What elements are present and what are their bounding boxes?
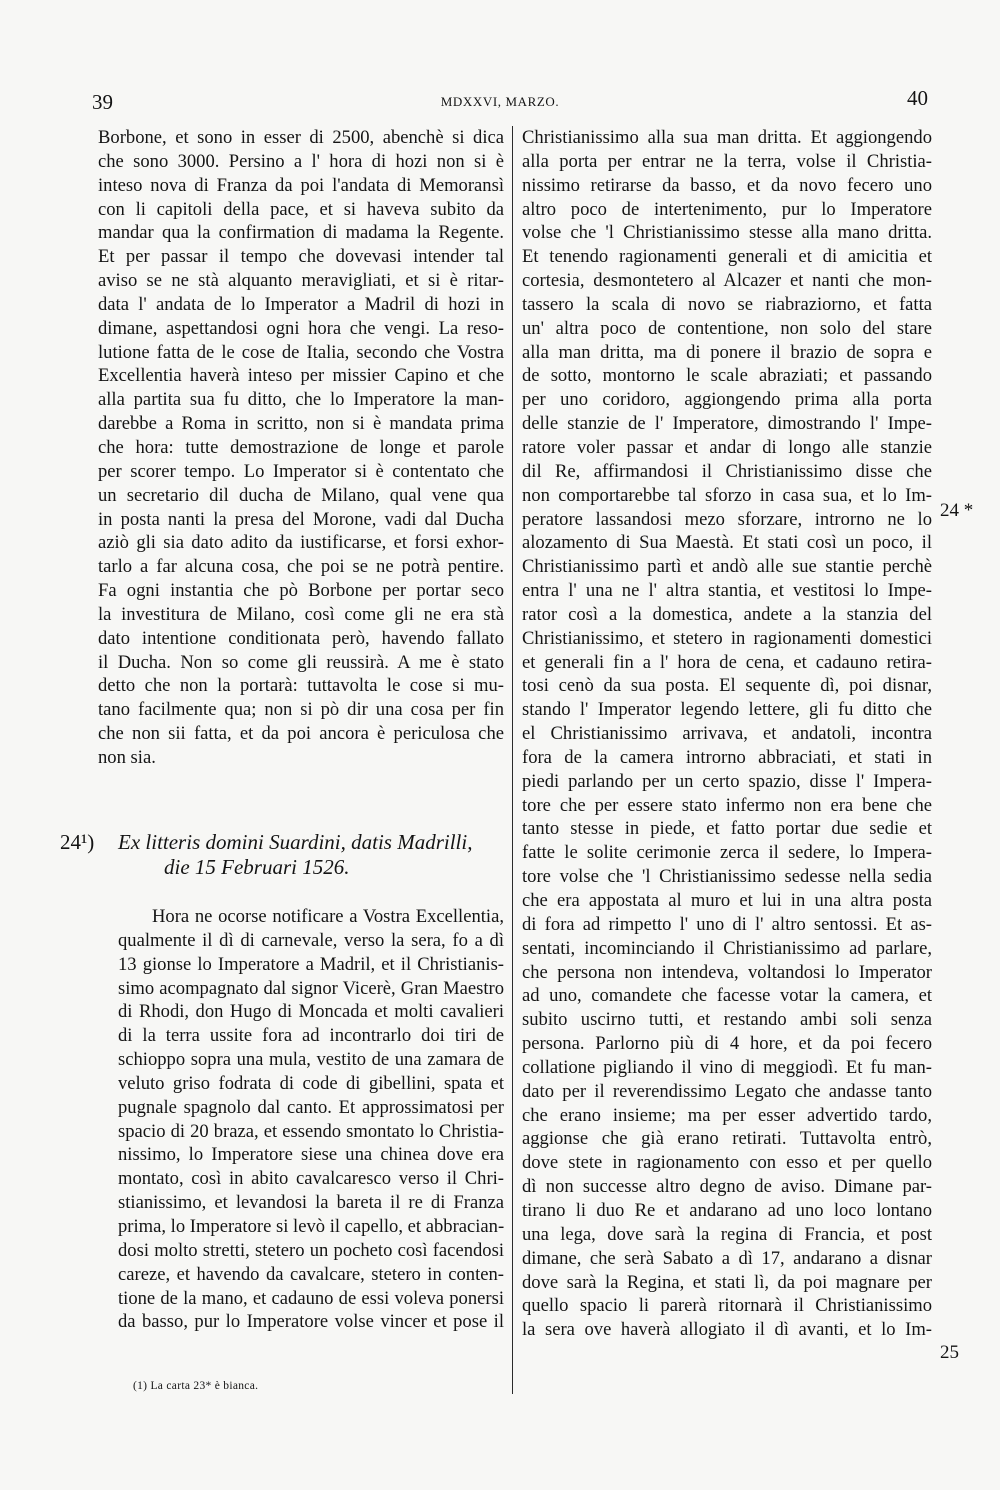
text-line: dosi molto stretti, stetero un pocheto così facendosi [118, 1239, 504, 1261]
text-line: ratore voler passar et andar di longo alle stanzie [522, 436, 932, 458]
text-line: di fora ad rimpetto l' uno di l' altro sentossi. Et as- [522, 913, 932, 935]
text-line: Et per passar il tempo che dovevasi intender tal [98, 246, 504, 268]
text-line: quello spacio li parerà ritornarà il Christianissimo [522, 1295, 932, 1317]
margin-number-25: 25 [940, 1342, 959, 1363]
text-line: aggionse che già erano retirati. Tuttavolta entrò, [522, 1128, 932, 1150]
text-line: cortesia, desmontetero al Alcazer et nanti che mon- [522, 270, 932, 292]
text-line: Fa ogni instantia che pò Borbone per portar seco [98, 580, 504, 602]
text-line: una lega, dove sarà la regina di Francia, et post [522, 1223, 932, 1245]
text-line: che erano insieme; ma per esser advertido tardo, [522, 1104, 932, 1126]
text-line: alozamento di Sua Maestà. Et stati così un poco, il [522, 532, 932, 554]
text-line: Et tenendo ragionamenti generali et di amicitia et [522, 246, 932, 268]
text-line: in posta nanti la presa del Morone, vadi dal Ducha [98, 508, 504, 530]
text-line: fora de la camera introrno abbraciati, et stati in [522, 746, 932, 768]
text-line: stianissimo, et levandosi la bareta il re di Franza [118, 1192, 504, 1214]
text-line: dil Re, affirmandosi il Christianissimo disse che [522, 460, 932, 482]
text-line: tano facilmente qua; non si pò dir una cosa per fin [98, 699, 504, 721]
text-line: prima, lo Imperatore si levò il capello, et abbracian- [118, 1215, 504, 1237]
text-line: peratore lassandosi mezo sforzare, introrno ne lo [522, 508, 932, 530]
text-line: Borbone, et sono in esser di 2500, abenchè si dica [98, 127, 504, 148]
text-line: pugnale spagnolo dal canto. Et approssimatosi per [118, 1096, 504, 1118]
text-line: inteso nova di Franza da poi l'andata di Memoransì [98, 174, 504, 196]
text-line: Christianissimo, et stetero in ragionamenti domestici [522, 627, 932, 649]
text-line: persona. Parlorno più di 4 hore, et da poi fecero [522, 1033, 932, 1055]
text-line: data l' andata de lo Imperator a Madril di hozi in [98, 293, 504, 315]
text-line: di Rhodi, don Hugo di Moncada et molti cavalieri [118, 1001, 504, 1023]
text-line: delle stanzie de l' Imperatore, dimostrando l' Impe- [522, 413, 932, 435]
text-line: dove sarà la Regina, et stati lì, da poi magnare per [522, 1271, 932, 1293]
text-line: il Ducha. Non so come gli reussirà. A me è stato [98, 651, 504, 673]
text-line: un secretario dil ducha de Milano, qual vene qua [98, 484, 504, 506]
text-line: montato, così in abito cavalcaresco verso il Chri- [118, 1168, 504, 1190]
text-line: mandar qua la confirmation di madama la Regente. [98, 222, 504, 244]
page-header [0, 86, 1000, 114]
text-line: Excellentia haverà inteso per missier Capino et che [98, 365, 504, 387]
text-line: darebbe a Roma in scritto, non si è mandata prima [98, 413, 504, 435]
page-number-right: 40 [907, 86, 928, 110]
text-line: et generali fin a l' hora de cena, et cadauno retira- [522, 651, 932, 673]
text-line: qualmente il dì di carnevale, verso la sera, fo a dì [118, 929, 504, 951]
text-line: che persona non intendeva, voltandosi lo Imperator [522, 961, 932, 983]
running-title: MDXXVI, MARZO. [440, 94, 560, 109]
text-line: sentati, incominciando il Christianissimo ad parlare, [522, 937, 932, 959]
text-line: collatione pigliando il vino di meggiodì. Et fu man- [522, 1056, 932, 1078]
text-line: tione de la mano, et cadauno de essi voleva ponersi [118, 1287, 504, 1309]
text-line: detto che non la portarà: tuttavolta le cose si mu- [98, 675, 504, 697]
text-line: tanto stesse in piede, et fatto portar due sedie et [522, 818, 932, 840]
text-line: dimane, che serà Sabato a dì 17, andarano a disnar [522, 1247, 932, 1269]
text-line: el Christianissimo arrivava, et andatoli, incontra [522, 723, 932, 745]
text-line: dato intentione conditionata però, havendo fallato [98, 627, 504, 649]
footnote: (1) La carta 23* è bianca. [133, 1380, 259, 1392]
text-line: che non sii fatta, et da poi ancora è periculosa che [98, 723, 504, 745]
text-line: spacio di 20 braza, et essendo smontato lo Christia- [118, 1120, 504, 1142]
text-line: nissimo, lo Imperatore siese una chinea dove era [118, 1144, 504, 1166]
text-line: dove stete in ragionamento con esso et per quello [522, 1152, 932, 1174]
text-line: non comportarebbe tal sforzo in casa sua, et lo Im- [522, 484, 932, 506]
text-line: che era appostata al muro et lui in una altra posta [522, 890, 932, 911]
page-number-left: 39 [92, 90, 113, 114]
text-line: lutione fatta de le cose de Italia, secondo che Vostra [98, 341, 504, 363]
text-line: alla porta per entrar ne la terra, volse il Christia- [522, 150, 932, 172]
text-line: rator così a la domestica, andete a la stanzia del [522, 603, 932, 625]
text-line: dimane, aspettandosi ogni hora che vengi. La reso- [98, 317, 504, 339]
text-line: fatte le solite cerimonie zerca il sedere, lo Impera- [522, 842, 932, 864]
text-line: che sono 3000. Persino a l' hora di hozi non si è [98, 150, 504, 172]
text-line: con li capitoli della pace, et si haveva subito da [98, 198, 504, 220]
text-line: dato per il reverendissimo Legato che andasse tanto [522, 1080, 932, 1102]
text-line: la investitura de Milano, così come gli ne era stà [98, 603, 504, 625]
text-line: da basso, pur lo Imperatore volse vincer et pose il [118, 1311, 504, 1333]
text-line: Hora ne ocorse notificare a Vostra Excellentia, [152, 906, 504, 927]
text-line: tore che per essere stato infermo non era bene che [522, 794, 932, 816]
text-line: 13 gionse lo Imperatore a Madril, et il Christianis- [118, 953, 504, 975]
text-line: Christianissimo alla sua man dritta. Et aggiongendo [522, 127, 932, 148]
text-line: Christianissimo partì et andò alle sue stantie perchè [522, 556, 932, 578]
text-line: tassero la scala di novo se riabraziorno, et fatta [522, 293, 932, 315]
section-heading-line2: die 15 Februari 1526. [164, 855, 350, 879]
text-line: di la terra ussite fora ad incontrarlo doi tiri de [118, 1025, 504, 1047]
text-line: nissimo retirarse da basso, et da novo fecero uno [522, 174, 932, 196]
text-line: stando l' Imperator legendo lettere, gli fu ditto che [522, 699, 932, 721]
text-line: tosi cenò da sua posta. El sequente dì, poi disnar, [522, 675, 932, 697]
text-line: non sia. [98, 746, 156, 768]
section-heading-line1: Ex litteris domini Suardini, datis Madrilli, [118, 830, 473, 854]
text-line: volse che 'l Christianissimo stesse alla mano dritta. [522, 222, 932, 244]
section-number: 24¹) [60, 830, 95, 854]
text-line: aziò gli sia dato adito da iustificarse, et forsi exhor- [98, 532, 504, 554]
margin-number-24: 24 * [940, 500, 974, 521]
text-line: alla man dritta, ma di ponere il brazio de sopra e [522, 341, 932, 363]
text-line: tore volse che 'l Christianissimo sedesse nella sedia [522, 866, 932, 888]
text-line: careze, et havendo da cavalcare, stetero in conten- [118, 1263, 504, 1285]
text-line: per scorer tempo. Lo Imperator si è contentato che [98, 460, 504, 482]
text-line: entra l' una ne l' altra stantia, et vestitosi lo Impe- [522, 580, 932, 602]
left-column-top [98, 126, 504, 770]
text-line: un' altra poco de contentione, non solo del stare [522, 317, 932, 339]
text-line: che hora: tutte demostrazione de longe et parole [98, 436, 504, 458]
text-line: subito uscirno tutti, et restando ambi soli senza [522, 1009, 932, 1031]
text-line: altro poco de intertenimento, pur lo Imperatore [522, 198, 932, 220]
text-line: per uno coridoro, aggiongendo prima alla porta [522, 389, 932, 411]
left-column-bottom [118, 905, 504, 1334]
text-line: tarlo a far alcuna cosa, che poi se ne potrà pentire. [98, 556, 504, 578]
text-line: tirano li duo Re et andarano ad uno loco lontano [522, 1199, 932, 1221]
text-line: alla partita sua fu ditto, che lo Imperatore la man- [98, 389, 504, 411]
text-line: simo acompagnato dal signor Vicerè, Gran Maestro [118, 977, 504, 999]
column-divider [512, 126, 513, 1394]
text-line: la sera ove haverà allogiato il dì avanti, et lo Im- [522, 1319, 932, 1341]
text-line: veluto griso fodrata di code di gibellini, spata et [118, 1072, 504, 1094]
text-line: dì non successe altro degno de aviso. Dimane par- [522, 1176, 932, 1198]
text-line: schioppo sopra una mula, vestito de una zamara de [118, 1049, 504, 1071]
text-line: aviso se ne stà alquanto meravigliati, et si è ritar- [98, 270, 504, 292]
right-column [522, 126, 932, 1342]
text-line: ad uno, comandete che facesse votar la camera, et [522, 985, 932, 1007]
text-line: de sotto, montorno le scale abraziati; et passando [522, 365, 932, 387]
text-line: piedi parlando per un certo spazio, disse l' Impera- [522, 770, 932, 792]
